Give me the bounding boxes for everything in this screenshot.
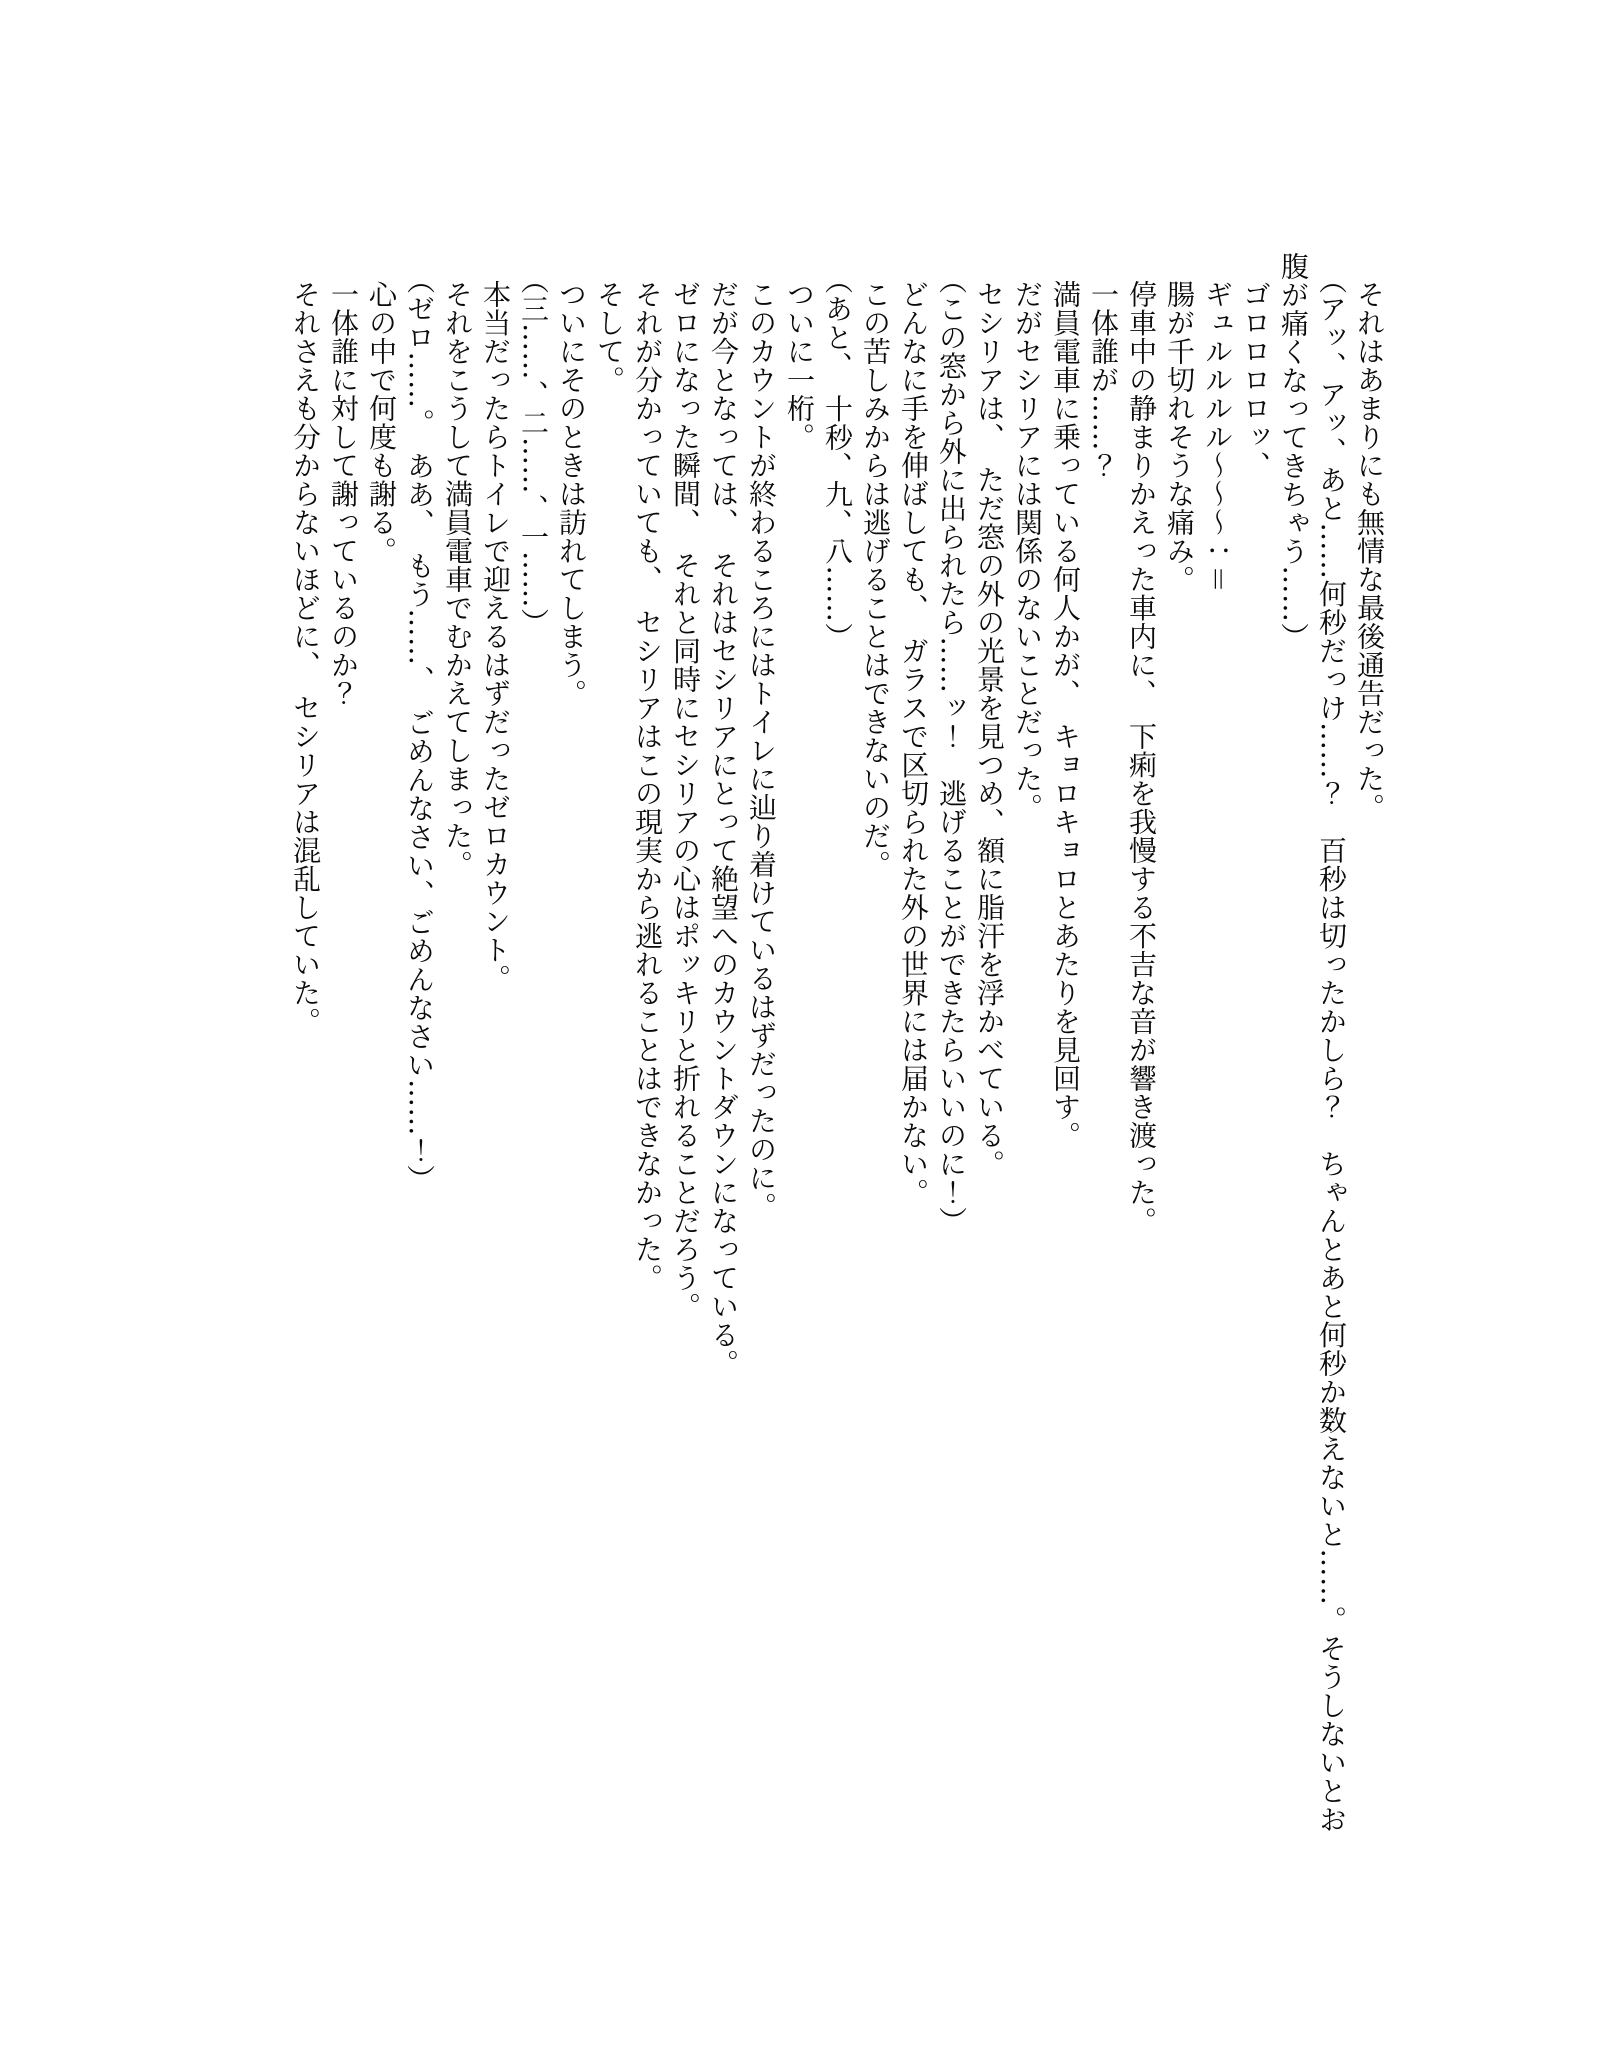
text-line-24: 本当だったらトイレで迎えるはずだったゼロカウント。: [479, 280, 512, 993]
text-line-20: それが分かっていても、 セシリアはこの現実から逃れることはできなかった。: [631, 280, 664, 1292]
text-line-14: この苦しみからは逃げることはできないのだ。: [859, 280, 892, 879]
text-line-6: 腸が千切れそうな痛み。: [1163, 280, 1196, 594]
text-line-11: セシリアは、 ただ窓の外の光景を見つめ、額に脂汗を浮かべている。: [973, 280, 1006, 1178]
text-line-7: 停車中の静まりかえった車内に、 下痢を我慢する不吉な音が響き渡った。: [1125, 280, 1158, 1235]
text-line-21: そして。: [593, 280, 626, 394]
vertical-text-block: [286, 252, 1388, 1867]
text-line-16: ついに一桁。: [783, 280, 816, 451]
text-line-25: それをこうして満員電車でむかえてしまった。: [441, 280, 474, 879]
text-line-23: （三……、二……、一……）: [517, 266, 550, 637]
text-line-3: 腹が痛くなってきちゃう……）: [1277, 252, 1310, 651]
text-line-27: 心の中で何度も謝る。: [365, 280, 398, 565]
text-line-12: （この窓から外に出られたら……ッ！ 逃げることができたらいいのに！）: [935, 266, 968, 1235]
text-line-4: ゴロロロロッ、: [1239, 280, 1272, 480]
text-line-19: ゼロになった瞬間、 それと同時にセシリアの心はポッキリと折れることだろう。: [669, 280, 702, 1321]
text-line-13: どんなに手を伸ばしても、 ガラスで区切られた外の世界には届かない。: [897, 280, 930, 1207]
text-line-29: それさえも分からないほどに、 セシリアは混乱していた。: [289, 280, 322, 1036]
text-line-22: ついにそのときは訪れてしまう。: [555, 280, 588, 708]
text-line-18: だが今となっては、 それはセシリアにとって絶望へのカウントダウンになっている。: [707, 280, 740, 1378]
text-line-28: 一体誰に対して謝っているのか？: [327, 280, 360, 708]
text-line-2: （アッ、アッ、あと……何秒だっけ……？ 百秒は切ったかしら？ ちゃんとあと何秒か数えないと……。そうしないとお: [1315, 266, 1348, 1834]
text-line-9: 満員電車に乗っている何人かが、 キョロキョロとあたりを見回す。: [1049, 280, 1082, 1150]
text-line-26: （ゼロ……。 ああ、 もう……、 ごめんなさい、ごめんなさい……！）: [403, 266, 436, 1193]
text-line-8: 一体誰が……？: [1087, 280, 1120, 480]
text-line-15: （あと、 十秒、九、八……）: [821, 266, 854, 651]
text-line-5: ギュルルルル〜〜〜：＝: [1201, 280, 1234, 594]
text-line-10: だがセシリアには関係のないことだった。: [1011, 280, 1044, 822]
text-line-17: このカウントが終わるころにはトイレに辿り着けているはずだったのに。: [745, 280, 778, 1221]
text-line-1: それはあまりにも無情な最後通告だった。: [1353, 280, 1386, 822]
